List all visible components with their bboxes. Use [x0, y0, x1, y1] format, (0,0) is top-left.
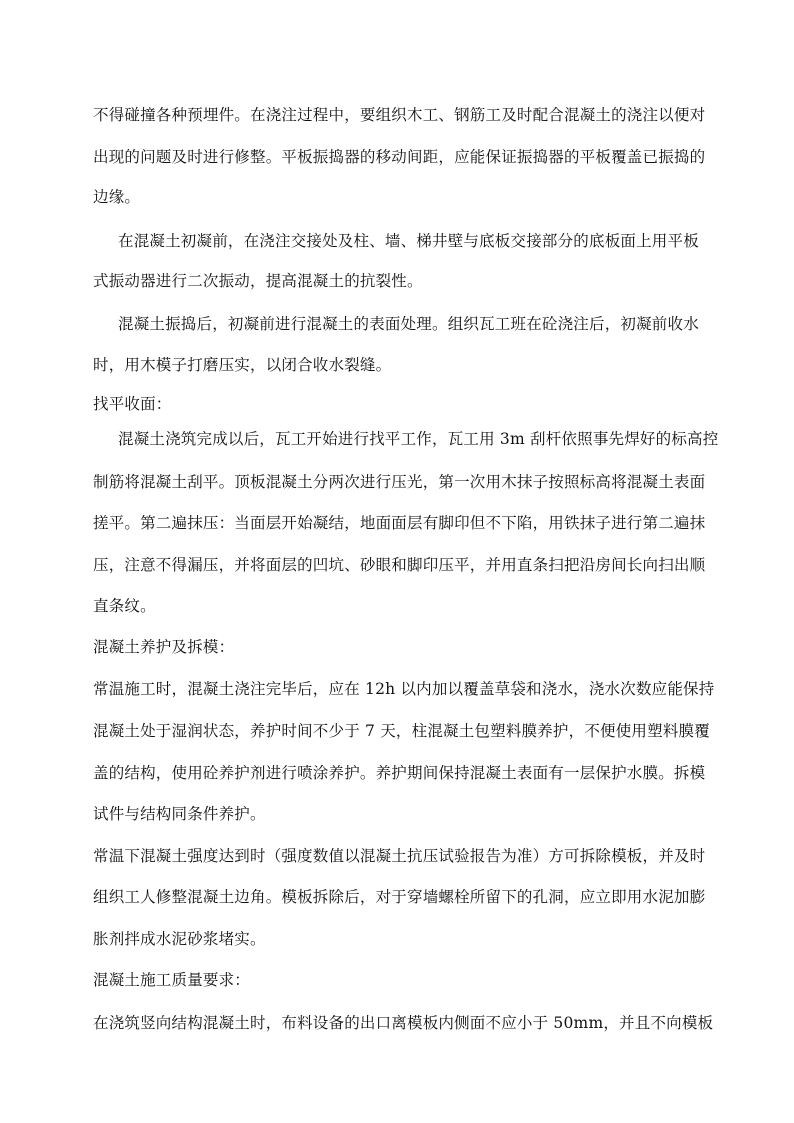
paragraph-line: 出现的问题及时进行修整。平板振捣器的移动间距，应能保证振捣器的平板覆盖已振捣的	[93, 148, 706, 166]
paragraph-line: 混凝土振捣后，初凝前进行混凝土的表面处理。组织瓦工班在砼浇注后，初凝前收水	[118, 315, 699, 333]
paragraph-line: 组织工人修整混凝土边角。模板拆除后，对于穿墙螺栓所留下的孔洞，应立即用水泥加膨	[93, 888, 706, 906]
section-heading: 混凝土养护及拆模：	[93, 638, 235, 656]
paragraph-line: 压，注意不得漏压，并将面层的凹坑、砂眼和脚印压平，并用直条扫把沿房间长向扫出顺	[93, 556, 706, 574]
paragraph-line: 式振动器进行二次振动，提高混凝土的抗裂性。	[93, 272, 423, 290]
paragraph-line: 搓平。第二遍抹压：当面层开始凝结，地面面层有脚印但不下陷，用铁抹子进行第二遍抹	[93, 514, 706, 532]
paragraph-line: 常温施工时，混凝土浇注完毕后，应在 12h 以内加以覆盖草袋和浇水，浇水次数应能保持	[93, 680, 715, 698]
paragraph-line: 在混凝土初凝前，在浇注交接处及柱、墙、梯井壁与底板交接部分的底板面上用平板	[118, 232, 699, 250]
paragraph-line: 边缘。	[93, 188, 141, 206]
paragraph-line: 不得碰撞各种预埋件。在浇注过程中，要组织木工、钢筋工及时配合混凝土的浇注以便对	[93, 106, 706, 124]
section-heading: 找平收面：	[93, 395, 172, 413]
section-heading: 混凝土施工质量要求：	[93, 971, 251, 989]
paragraph-line: 试件与结构同条件养护。	[93, 805, 266, 823]
paragraph-line: 在浇筑竖向结构混凝土时，布料设备的出口离模板内侧面不应小于 50mm，并且不向模板	[93, 1014, 714, 1032]
paragraph-line: 胀剂拌成水泥砂浆堵实。	[93, 930, 266, 948]
paragraph-line: 制筋将混凝土刮平。顶板混凝土分两次进行压光，第一次用木抹子按照标高将混凝土表面	[93, 473, 706, 491]
paragraph-line: 盖的结构，使用砼养护剂进行喷涂养护。养护期间保持混凝土表面有一层保护水膜。拆模	[93, 764, 706, 782]
paragraph-line: 混凝土浇筑完成以后，瓦工开始进行找平工作，瓦工用 3m 刮杆依照事先焊好的标高控	[118, 430, 719, 448]
paragraph-line: 混凝土处于湿润状态，养护时间不少于 7 天，柱混凝土包塑料膜养护，不便使用塑料膜覆	[93, 722, 710, 740]
paragraph-line: 直条纹。	[93, 597, 156, 615]
paragraph-line: 常温下混凝土强度达到时（强度数值以混凝土抗压试验报告为准）方可拆除模板，并及时	[93, 847, 706, 865]
paragraph-line: 时，用木模子打磨压实，以闭合收水裂缝。	[93, 356, 392, 374]
